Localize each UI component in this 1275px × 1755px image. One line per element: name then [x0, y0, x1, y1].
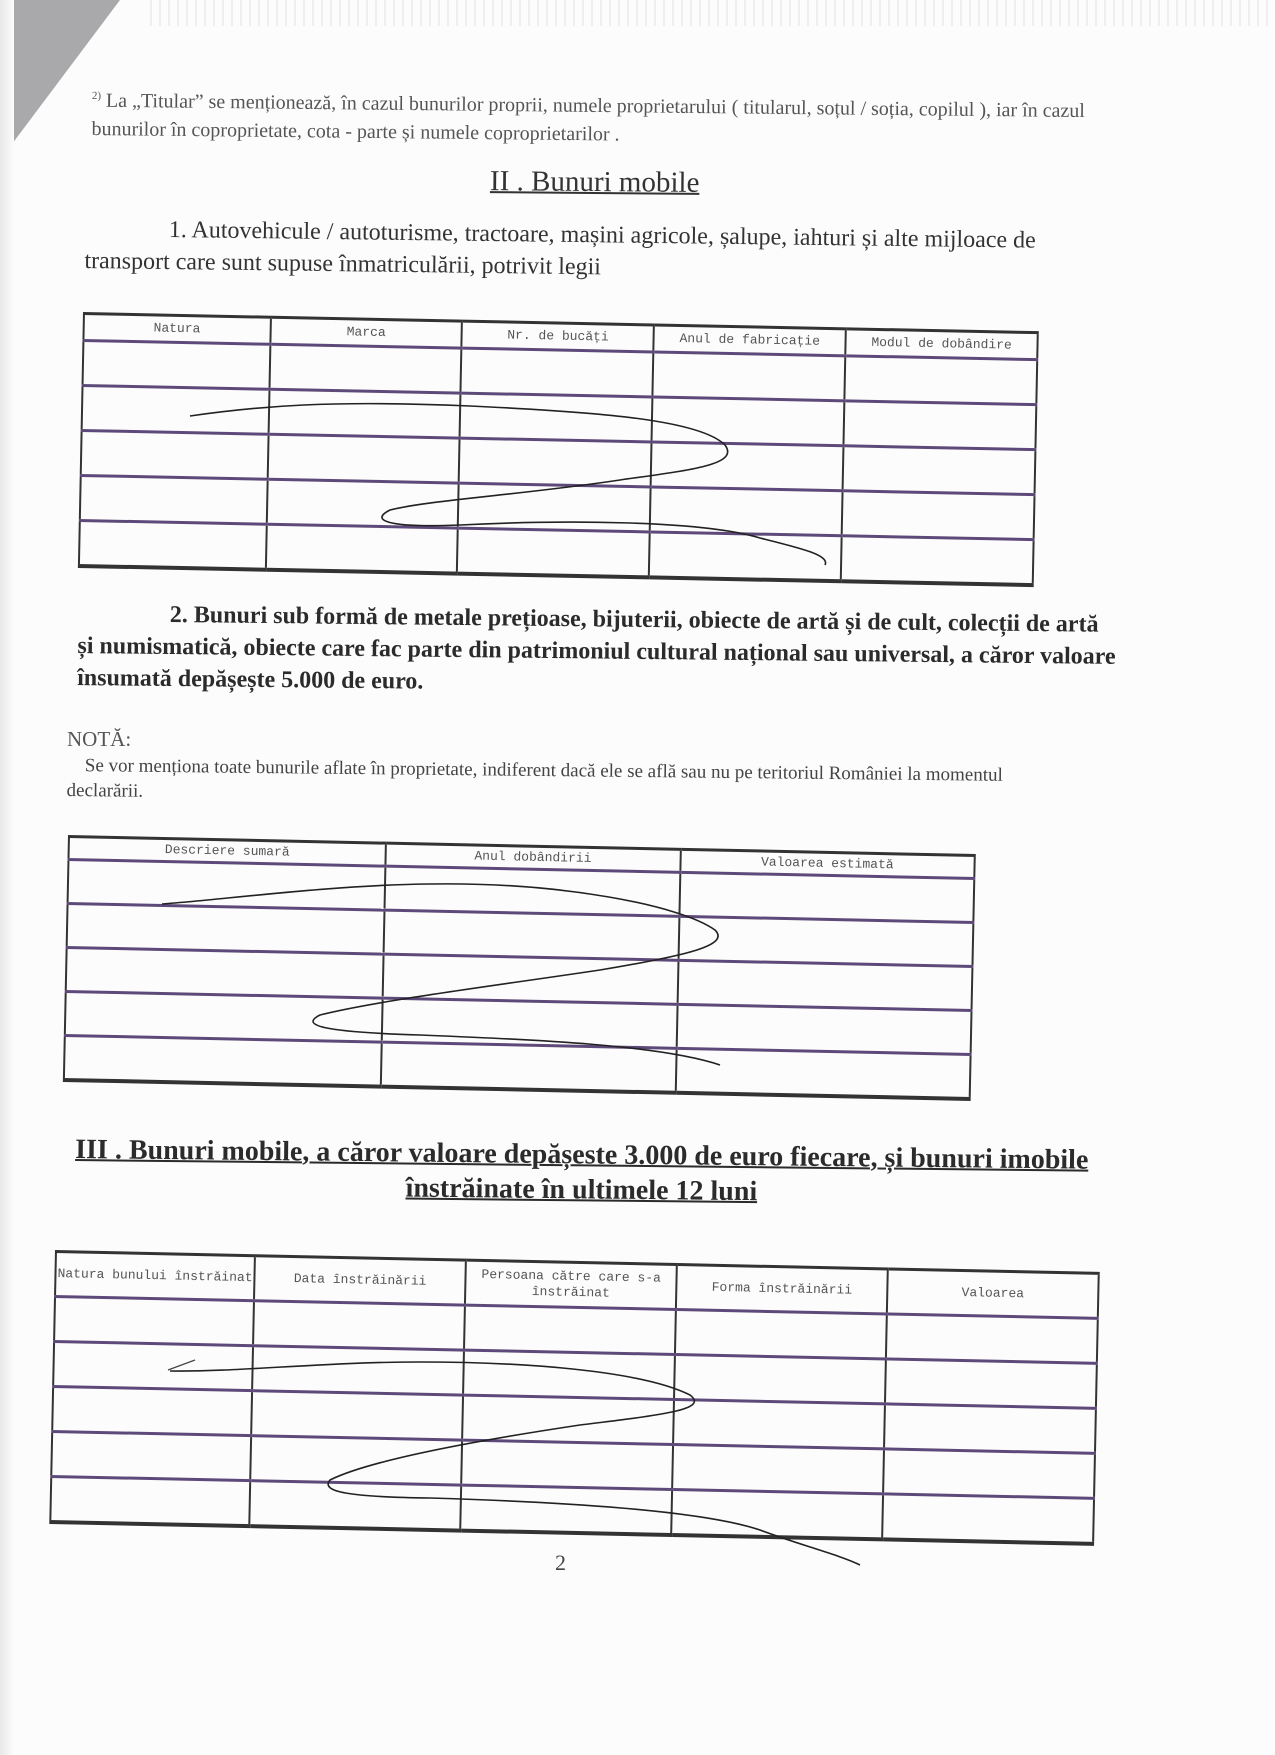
table-cell[interactable] [267, 434, 460, 483]
table-cell[interactable] [883, 1449, 1095, 1498]
header-anul-dobandirii: Anul dobândirii [386, 843, 681, 872]
header-descriere-sumara: Descriere sumară [68, 837, 386, 867]
item1-heading: 1. Autovehicule / autoturisme, tractoare, mașini agricole, șalupe, iahturi și alte mijloace de transport care sunt supuse înmatriculării, potrivit legii [84, 217, 1036, 281]
header-data-instrainarii: Data înstrăinării [254, 1256, 466, 1305]
header-forma-instrainarii: Forma înstrăinării [676, 1265, 888, 1314]
table-cell[interactable] [51, 1431, 251, 1480]
table-cell[interactable] [269, 344, 462, 393]
table-cell[interactable] [460, 393, 653, 442]
table-cell[interactable] [66, 947, 384, 998]
table-cell[interactable] [882, 1494, 1094, 1544]
table-cell[interactable] [679, 872, 974, 922]
table-cell[interactable] [650, 487, 843, 536]
table-cell[interactable] [50, 1476, 250, 1526]
table-cell[interactable] [64, 1035, 382, 1086]
table-cell[interactable] [266, 479, 459, 528]
table-cell[interactable] [458, 483, 651, 532]
table-cell[interactable] [383, 954, 678, 1004]
table-cell[interactable] [677, 960, 972, 1010]
table-cell[interactable] [672, 1444, 884, 1493]
table-cell[interactable] [384, 910, 679, 960]
table-cell[interactable] [461, 1440, 673, 1489]
table-cell[interactable] [886, 1314, 1098, 1363]
table-cell[interactable] [457, 528, 650, 577]
table-cell[interactable] [844, 401, 1037, 450]
page-number: 2 [555, 1550, 566, 1575]
table-cell[interactable] [842, 491, 1035, 540]
table-cell[interactable] [651, 442, 844, 491]
header-natura: Natura [83, 314, 270, 345]
table-cell[interactable] [463, 1350, 675, 1399]
table-cell[interactable] [252, 1346, 464, 1395]
footnote [91, 82, 1122, 153]
item2-heading: 2. Bunuri sub formă de metale prețioase, bijuterii, obiecte de artă și de cult, colecții de artă și numismatică, obiecte care fac parte din patrimoniul cultural național sau universal, a căror valoare însumată depășește 5.000 de euro. [77, 601, 1116, 695]
table-cell[interactable] [385, 866, 680, 916]
table-cell[interactable] [53, 1342, 253, 1391]
table-cell[interactable] [83, 341, 271, 390]
footnote-text: La „Titular” se menționează, în cazul bunurilor proprii, numele proprietarului ( titularul, soțul / soția, copilul ), iar în cazul bunurilor în coproprietate, cota - parte și numele coproprietarilor . [91, 89, 1086, 146]
table-cell[interactable] [65, 991, 383, 1042]
section-title-bunuri-instrainate: III . Bunuri mobile, a căror valoare depășeste 3.000 de euro fiecare, și bunuri imobile înstrăinate în ultimele 12 luni [75, 1134, 1089, 1208]
table-cell[interactable] [461, 348, 654, 397]
table-cell[interactable] [382, 998, 677, 1048]
table-cell[interactable] [81, 430, 269, 479]
header-anul-fabricatie: Anul de fabricație [654, 325, 846, 356]
table-cell[interactable] [652, 397, 845, 446]
table-cell[interactable] [675, 1310, 887, 1359]
valuables-table [63, 835, 976, 1101]
table-cell[interactable] [381, 1042, 676, 1093]
vehicles-table [78, 312, 1039, 587]
table-cell[interactable] [250, 1436, 462, 1485]
table-cell[interactable] [67, 904, 385, 955]
table-cell[interactable] [843, 446, 1036, 495]
header-valoarea-estimata: Valoarea estimată [680, 849, 975, 878]
table-cell[interactable] [884, 1404, 1096, 1453]
table-cell[interactable] [678, 916, 973, 966]
table-cell[interactable] [52, 1386, 252, 1435]
table-cell[interactable] [674, 1355, 886, 1404]
table-cell[interactable] [649, 532, 842, 581]
table-cell[interactable] [462, 1395, 674, 1444]
note-label: NOTĂ: [67, 727, 132, 751]
header-marca: Marca [270, 317, 462, 348]
table-cell[interactable] [249, 1481, 461, 1531]
header-persoana: Persoana către care s-a înstrăinat [465, 1260, 677, 1309]
header-valoarea: Valoarea [887, 1269, 1099, 1318]
table-cell[interactable] [844, 356, 1037, 405]
alienated-goods-table [49, 1250, 1100, 1546]
table-cell[interactable] [82, 386, 270, 435]
table-cell[interactable] [459, 438, 652, 487]
header-modul-dobandire: Modul de dobândire [845, 329, 1037, 360]
table-cell[interactable] [841, 536, 1034, 585]
table-cell[interactable] [251, 1391, 463, 1440]
header-nr-bucati: Nr. de bucăți [462, 321, 654, 352]
table-cell[interactable] [673, 1399, 885, 1448]
table-cell[interactable] [671, 1489, 883, 1539]
table-cell[interactable] [268, 389, 461, 438]
table-cell[interactable] [885, 1359, 1097, 1408]
table-cell[interactable] [79, 520, 267, 569]
table-cell[interactable] [464, 1305, 676, 1354]
table-cell[interactable] [253, 1301, 465, 1350]
table-cell[interactable] [68, 860, 386, 911]
table-cell[interactable] [675, 1048, 970, 1099]
table-cell[interactable] [676, 1004, 971, 1054]
header-natura-bunului: Natura bunului înstrăinat [55, 1252, 255, 1301]
table-cell[interactable] [54, 1297, 254, 1346]
table-cell[interactable] [266, 524, 459, 573]
table-cell[interactable] [653, 352, 846, 401]
note-text: Se vor menționa toate bunurile aflate în proprietate, indiferent dacă ele se află sau nu pe teritoriul României la momentul declarării. [66, 755, 1003, 802]
table-cell[interactable] [80, 475, 268, 524]
footnote-marker: 2) [91, 89, 102, 103]
table-cell[interactable] [460, 1485, 672, 1535]
section-title-bunuri-mobile: II . Bunuri mobile [489, 165, 700, 199]
